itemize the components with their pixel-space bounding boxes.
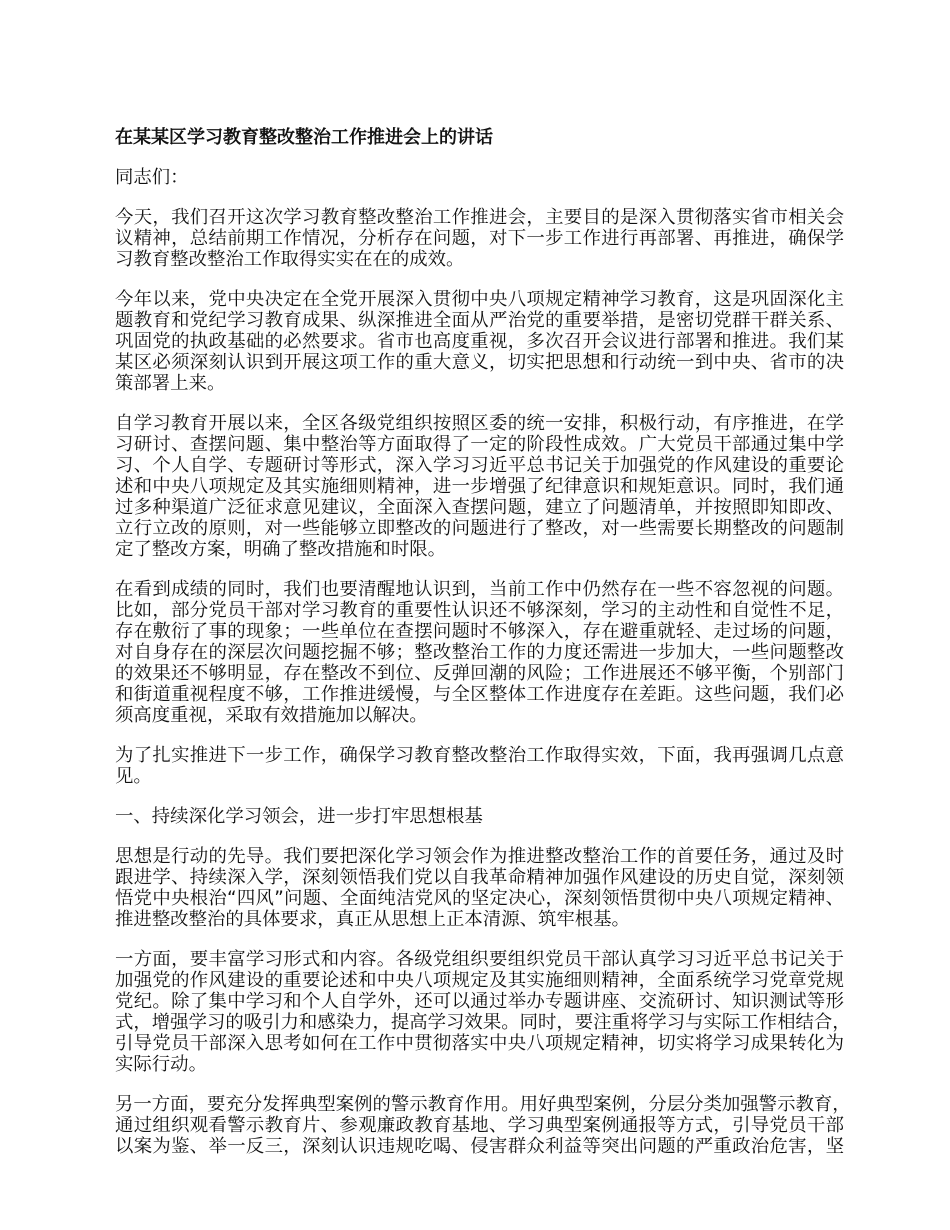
paragraph-line: 对自身存在的深层次问题挖掘不够；整改整治工作的力度还需进一步加大，一些问题整改 (115, 642, 844, 663)
paragraph (115, 289, 844, 394)
paragraph-line: 实际行动。 (115, 1054, 207, 1075)
paragraph-line: 策部署上来。 (115, 373, 226, 394)
paragraph-line: 在看到成绩的同时，我们也要清醒地认识到，当前工作中仍然存在一些不容忽视的问题。 (115, 579, 844, 600)
paragraph-line: 存在敷衍了事的现象；一些单位在查摆问题时不够深入，存在避重就轻、走过场的问题， (115, 621, 844, 642)
paragraph-line: 比如，部分党员干部对学习教育的重要性认识还不够深刻，学习的主动性和自觉性不足， (115, 600, 844, 621)
paragraph-line: 同志们： (115, 167, 189, 188)
paragraph-line: 习、个人自学、专题研讨等形式，深入学习习近平总书记关于加强党的作风建设的重要论 (115, 455, 844, 476)
paragraph-line: 通过组织观看警示教育片、参观廉政教育基地、学习典型案例通报等方式，引导党员干部 (115, 1115, 844, 1136)
paragraph-line: 跟进学、持续深入学，深刻领悟我们党以自我革命精神加强作风建设的历史自觉，深刻领 (115, 867, 844, 888)
paragraph (115, 846, 844, 930)
paragraph-line: 习研讨、查摆问题、集中整治等方面取得了一定的阶段性成效。广大党员干部通过集中学 (115, 434, 844, 455)
paragraph (115, 413, 844, 560)
document-page (115, 127, 851, 1176)
paragraph-line: 某区必须深刻认识到开展这项工作的重大意义，切实把思想和行动统一到中央、省市的决 (115, 352, 844, 373)
paragraph (115, 745, 844, 787)
paragraph-line: 须高度重视，采取有效措施加以解决。 (115, 705, 428, 726)
paragraph-line: 今年以来，党中央决定在全党开展深入贯彻中央八项规定精神学习教育，这是巩固深化主 (115, 289, 844, 310)
paragraph-line: 悟党中央根治“四风”问题、全面纯洁党风的坚定决心，深刻领悟贯彻中央八项规定精神、 (115, 888, 844, 909)
paragraph-line: 议精神，总结前期工作情况，分析存在问题，对下一步工作进行再部署、再推进，确保学 (115, 228, 844, 249)
paragraph-line: 见。 (115, 766, 152, 787)
paragraph-line: 述和中央八项规定及其实施细则精神，进一步增强了纪律意识和规矩意识。同时，我们通 (115, 476, 844, 497)
paragraph-line: 加强党的作风建设的重要论述和中央八项规定及其实施细则精神，全面系统学习党章党规 (115, 970, 844, 991)
paragraph-line: 习教育整改整治工作取得实实在在的成效。 (115, 249, 465, 270)
paragraph-line: 自学习教育开展以来，全区各级党组织按照区委的统一安排，积极行动，有序推进，在学 (115, 413, 844, 434)
paragraph-line: 和街道重视程度不够，工作推进缓慢，与全区整体工作进度存在差距。这些问题，我们必 (115, 684, 844, 705)
paragraph (115, 579, 844, 726)
paragraph-line: 巩固党的执政基础的必然要求。省市也高度重视，多次召开会议进行部署和推进。我们某 (115, 331, 844, 352)
paragraph-line: 一、持续深化学习领会，进一步打牢思想根基 (115, 806, 483, 827)
paragraph-line: 过多种渠道广泛征求意见建议，全面深入查摆问题，建立了问题清单，并按照即知即改、 (115, 497, 844, 518)
paragraph-line: 以案为鉴、举一反三，深刻认识违规吃喝、侵害群众利益等突出问题的严重政治危害，坚 (115, 1136, 844, 1157)
paragraph (115, 1094, 851, 1157)
paragraph-line: 今天，我们召开这次学习教育整改整治工作推进会，主要目的是深入贯彻落实省市相关会 (115, 207, 844, 228)
document-body (115, 167, 851, 1157)
paragraph-line: 一方面，要丰富学习形式和内容。各级党组织要组织党员干部认真学习习近平总书记关于 (115, 949, 844, 970)
document-title: 在某某区学习教育整改整治工作推进会上的讲话 (115, 127, 493, 148)
paragraph-line: 党纪。除了集中学习和个人自学外，还可以通过举办专题讲座、交流研讨、知识测试等形 (115, 991, 844, 1012)
paragraph (115, 167, 844, 188)
paragraph-line: 定了整改方案，明确了整改措施和时限。 (115, 539, 447, 560)
paragraph (115, 207, 844, 270)
paragraph-line: 另一方面，要充分发挥典型案例的警示教育作用。用好典型案例，分层分类加强警示教育， (115, 1094, 851, 1115)
paragraph-line: 的效果还不够明显，存在整改不到位、反弹回潮的风险；工作进展还不够平衡，个别部门 (115, 663, 844, 684)
paragraph-line: 为了扎实推进下一步工作，确保学习教育整改整治工作取得实效，下面，我再强调几点意 (115, 745, 844, 766)
paragraph-line: 立行立改的原则，对一些能够立即整改的问题进行了整改，对一些需要长期整改的问题制 (115, 518, 844, 539)
paragraph-line: 思想是行动的先导。我们要把深化学习领会作为推进整改整治工作的首要任务，通过及时 (115, 846, 844, 867)
paragraph (115, 806, 844, 827)
paragraph-line: 推进整改整治的具体要求，真正从思想上正本清源、筑牢根基。 (115, 909, 630, 930)
paragraph (115, 949, 851, 1075)
paragraph-line: 题教育和党纪学习教育成果、纵深推进全面从严治党的重要举措，是密切党群干群关系、 (115, 310, 844, 331)
paragraph-line: 引导党员干部深入思考如何在工作中贯彻落实中央八项规定精神，切实将学习成果转化为 (115, 1033, 844, 1054)
paragraph-line: 式，增强学习的吸引力和感染力，提高学习效果。同时，要注重将学习与实际工作相结合， (115, 1012, 851, 1033)
